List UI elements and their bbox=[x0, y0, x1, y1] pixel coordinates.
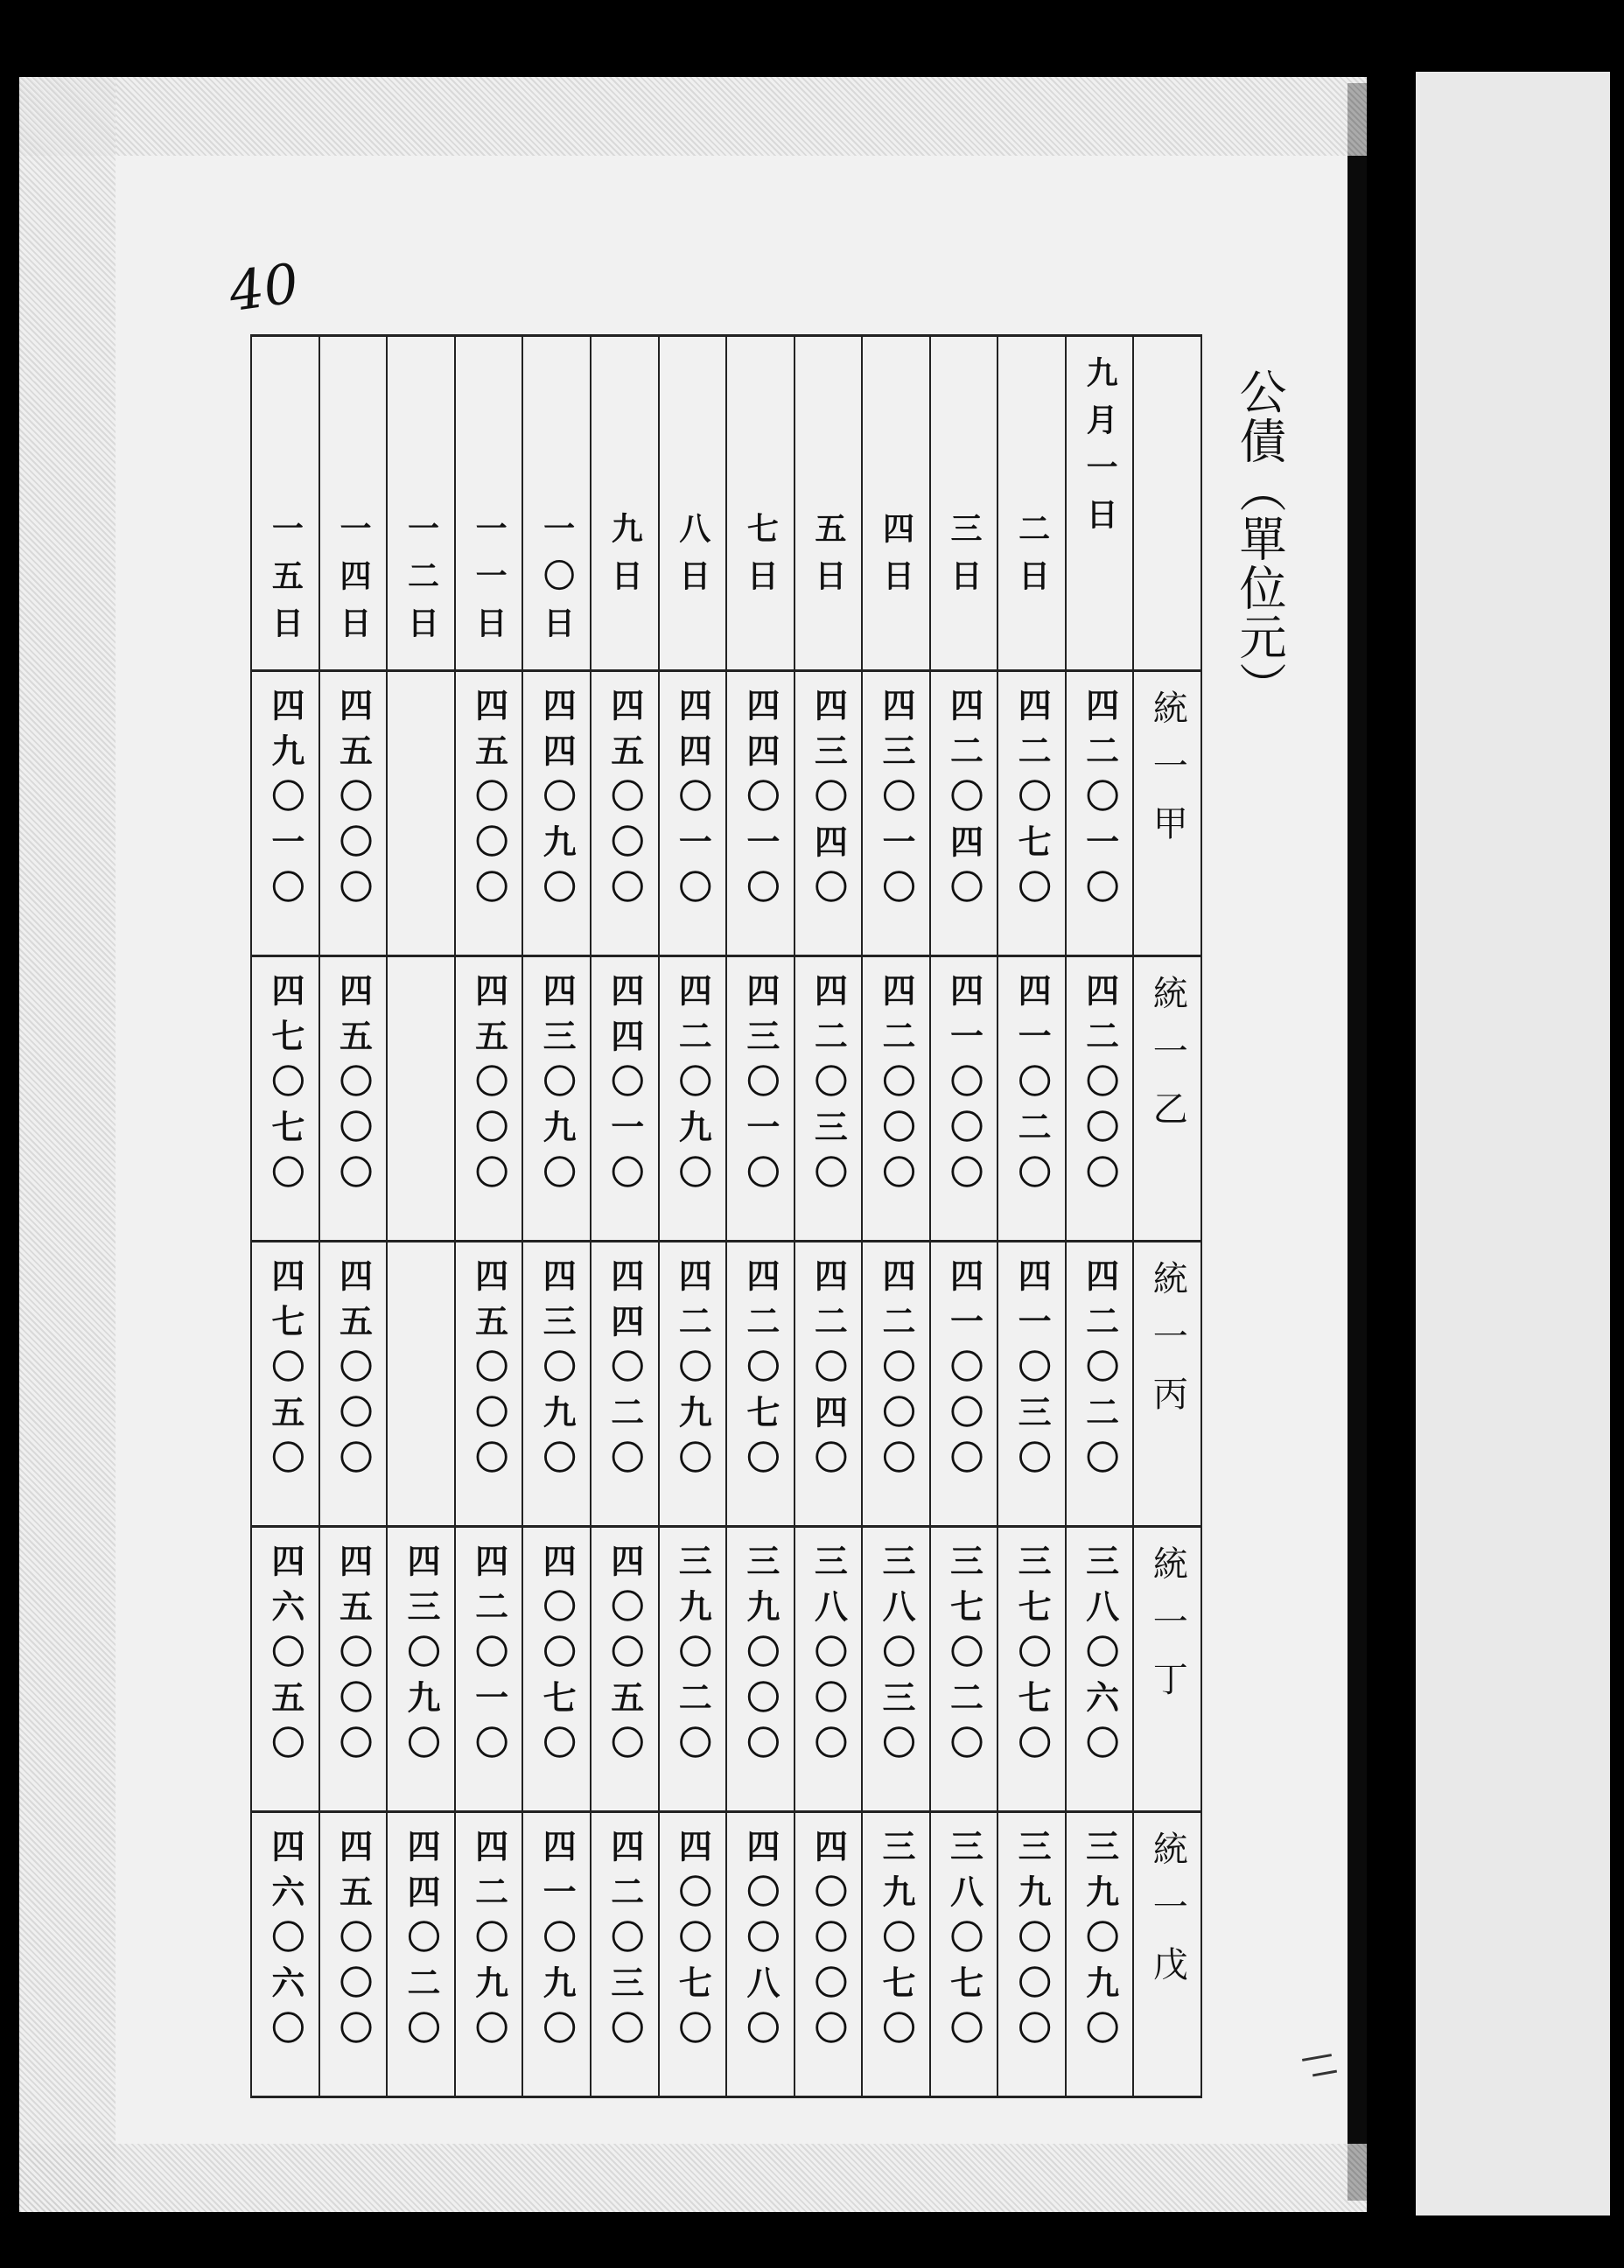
price-value: 四二〇〇〇 bbox=[1080, 972, 1119, 1200]
corner-cell bbox=[1133, 336, 1201, 671]
price-value: 四二〇〇〇 bbox=[876, 972, 915, 1200]
price-value: 四二〇七〇 bbox=[1012, 687, 1052, 915]
series-label-cell bbox=[1133, 670, 1201, 956]
price-value: 三九〇七〇 bbox=[876, 1828, 915, 2056]
series-label: 統一丙 bbox=[1147, 1259, 1188, 1433]
date-label: 四日 bbox=[878, 512, 914, 606]
price-cell bbox=[862, 1241, 930, 1526]
bond-price-table bbox=[250, 334, 1202, 2098]
price-cell bbox=[930, 956, 998, 1241]
date-header-cell bbox=[862, 336, 930, 671]
price-cell bbox=[387, 1241, 455, 1526]
price-value: 四二〇二〇 bbox=[1080, 1257, 1119, 1486]
price-cell bbox=[794, 670, 863, 956]
price-cell bbox=[930, 1526, 998, 1811]
price-cell bbox=[726, 1811, 794, 2096]
price-value: 四一〇二〇 bbox=[1012, 972, 1052, 1200]
price-cell bbox=[251, 1811, 319, 2096]
page-title: 公債（單位元） bbox=[1232, 368, 1287, 710]
scan-noise-top bbox=[19, 77, 1367, 156]
price-cell bbox=[930, 1241, 998, 1526]
price-cell bbox=[251, 956, 319, 1241]
price-cell bbox=[591, 1811, 659, 2096]
date-label: 九日 bbox=[606, 512, 643, 606]
price-value: 四五〇〇〇 bbox=[333, 972, 373, 1200]
price-cell bbox=[455, 956, 523, 1241]
price-cell bbox=[794, 1811, 863, 2096]
price-cell bbox=[251, 670, 319, 956]
date-label: 三日 bbox=[946, 512, 983, 606]
price-cell bbox=[998, 1241, 1066, 1526]
book-spine bbox=[1348, 83, 1367, 2201]
price-cell bbox=[1066, 956, 1134, 1241]
price-value: 四〇〇〇〇 bbox=[808, 1828, 848, 2056]
price-cell bbox=[455, 1241, 523, 1526]
price-value: 三九〇二〇 bbox=[673, 1543, 712, 1771]
price-value: 四三〇一〇 bbox=[876, 687, 915, 915]
price-value: 四四〇二〇 bbox=[402, 1828, 441, 2056]
series-label-cell bbox=[1133, 1526, 1201, 1811]
price-cell bbox=[930, 670, 998, 956]
price-cell bbox=[930, 1811, 998, 2096]
price-value: 四一〇〇〇 bbox=[944, 1257, 984, 1486]
price-value: 四四〇二〇 bbox=[605, 1257, 644, 1486]
price-cell bbox=[659, 1526, 727, 1811]
price-cell bbox=[726, 1526, 794, 1811]
price-cell bbox=[1066, 670, 1134, 956]
price-cell bbox=[659, 956, 727, 1241]
price-value: 四一〇〇〇 bbox=[944, 972, 984, 1200]
price-value: 三八〇六〇 bbox=[1080, 1543, 1119, 1771]
price-value: 四五〇〇〇 bbox=[469, 687, 508, 915]
date-header-cell bbox=[319, 336, 388, 671]
series-label-cell bbox=[1133, 1811, 1201, 2096]
price-cell bbox=[862, 956, 930, 1241]
price-value: 四三〇九〇 bbox=[537, 1257, 577, 1486]
price-cell bbox=[862, 670, 930, 956]
date-header-cell bbox=[251, 336, 319, 671]
price-value: 四五〇〇〇 bbox=[333, 1828, 373, 2056]
price-cell bbox=[591, 1241, 659, 1526]
price-cell bbox=[659, 1811, 727, 2096]
price-value: 四一〇九〇 bbox=[537, 1828, 577, 2056]
date-header-cell bbox=[659, 336, 727, 671]
date-header-cell bbox=[387, 336, 455, 671]
price-cell bbox=[522, 1526, 591, 1811]
date-header-cell bbox=[522, 336, 591, 671]
series-label-cell bbox=[1133, 1241, 1201, 1526]
date-header-cell bbox=[1066, 336, 1134, 671]
price-cell bbox=[1066, 1526, 1134, 1811]
date-label: 一〇日 bbox=[538, 512, 575, 654]
price-value: 四四〇一〇 bbox=[673, 687, 712, 915]
price-value: 四〇〇八〇 bbox=[740, 1828, 780, 2056]
price-cell bbox=[726, 956, 794, 1241]
price-cell bbox=[387, 1811, 455, 2096]
price-cell bbox=[591, 670, 659, 956]
price-cell bbox=[319, 956, 388, 1241]
price-value: 三八〇三〇 bbox=[876, 1543, 915, 1771]
price-cell bbox=[251, 1241, 319, 1526]
price-cell bbox=[319, 670, 388, 956]
price-value: 四四〇一〇 bbox=[740, 687, 780, 915]
price-value: 四五〇〇〇 bbox=[333, 687, 373, 915]
price-value: 四四〇九〇 bbox=[537, 687, 577, 915]
price-value: 三七〇七〇 bbox=[1012, 1543, 1052, 1771]
price-cell bbox=[726, 1241, 794, 1526]
price-cell bbox=[319, 1811, 388, 2096]
price-value: 四四〇一〇 bbox=[605, 972, 644, 1200]
date-header-cell bbox=[726, 336, 794, 671]
scan-noise-bottom bbox=[19, 2144, 1367, 2212]
price-cell bbox=[862, 1526, 930, 1811]
price-value: 四二〇四〇 bbox=[944, 687, 984, 915]
price-cell bbox=[998, 1811, 1066, 2096]
price-value: 四三〇九〇 bbox=[537, 972, 577, 1200]
price-value: 四二〇四〇 bbox=[808, 1257, 848, 1486]
series-label: 統一丁 bbox=[1147, 1544, 1188, 1718]
scan-noise-left bbox=[19, 77, 116, 2212]
table-row bbox=[251, 956, 1201, 1241]
price-value: 四二〇九〇 bbox=[673, 1257, 712, 1486]
price-value: 三九〇〇〇 bbox=[740, 1543, 780, 1771]
price-cell bbox=[522, 1241, 591, 1526]
price-value: 四二〇九〇 bbox=[469, 1828, 508, 2056]
price-value: 三九〇〇〇 bbox=[1012, 1828, 1052, 2056]
date-header-cell bbox=[930, 336, 998, 671]
price-cell bbox=[387, 1526, 455, 1811]
price-cell bbox=[862, 1811, 930, 2096]
price-value: 四五〇〇〇 bbox=[333, 1543, 373, 1771]
date-header-row bbox=[251, 336, 1201, 671]
date-label: 二日 bbox=[1013, 512, 1050, 606]
date-header-cell bbox=[794, 336, 863, 671]
date-label: 九月一日 bbox=[1082, 356, 1118, 545]
price-cell bbox=[522, 956, 591, 1241]
price-value: 四二〇九〇 bbox=[673, 972, 712, 1200]
price-value: 四二〇三〇 bbox=[605, 1828, 644, 2056]
price-value: 四九〇一〇 bbox=[265, 687, 304, 915]
series-label-cell bbox=[1133, 956, 1201, 1241]
price-cell bbox=[591, 1526, 659, 1811]
price-cell bbox=[319, 1526, 388, 1811]
price-cell bbox=[726, 670, 794, 956]
price-value: 四五〇〇〇 bbox=[469, 1257, 508, 1486]
table-row bbox=[251, 1811, 1201, 2096]
price-cell bbox=[387, 670, 455, 956]
price-value: 四七〇五〇 bbox=[265, 1257, 304, 1486]
price-value: 四二〇一〇 bbox=[469, 1543, 508, 1771]
series-label: 統一乙 bbox=[1147, 974, 1188, 1148]
series-label: 統一戊 bbox=[1147, 1830, 1188, 2004]
price-cell bbox=[455, 1811, 523, 2096]
price-value: 四五〇〇〇 bbox=[605, 687, 644, 915]
price-value: 四三〇四〇 bbox=[808, 687, 848, 915]
table-row bbox=[251, 1526, 1201, 1811]
price-cell bbox=[998, 956, 1066, 1241]
price-cell bbox=[1066, 1811, 1134, 2096]
date-label: 一一日 bbox=[471, 512, 508, 654]
price-cell bbox=[659, 1241, 727, 1526]
price-cell bbox=[591, 956, 659, 1241]
price-cell bbox=[455, 670, 523, 956]
price-value: 四二〇七〇 bbox=[740, 1257, 780, 1486]
price-cell bbox=[794, 1241, 863, 1526]
price-cell bbox=[1066, 1241, 1134, 1526]
price-cell bbox=[522, 670, 591, 956]
price-cell bbox=[794, 956, 863, 1241]
price-value: 四二〇〇〇 bbox=[876, 1257, 915, 1486]
price-value: 三八〇七〇 bbox=[944, 1828, 984, 2056]
date-label: 五日 bbox=[809, 512, 846, 606]
price-value: 四六〇五〇 bbox=[265, 1543, 304, 1771]
price-cell bbox=[522, 1811, 591, 2096]
price-cell bbox=[998, 1526, 1066, 1811]
price-value: 四一〇三〇 bbox=[1012, 1257, 1052, 1486]
price-value: 四〇〇五〇 bbox=[605, 1543, 644, 1771]
series-label: 統一甲 bbox=[1147, 689, 1188, 863]
price-cell bbox=[794, 1526, 863, 1811]
price-cell bbox=[659, 670, 727, 956]
table-row bbox=[251, 1241, 1201, 1526]
adjacent-page-edge bbox=[1416, 72, 1610, 2216]
price-cell bbox=[455, 1526, 523, 1811]
price-value: 四五〇〇〇 bbox=[333, 1257, 373, 1486]
price-value: 四六〇六〇 bbox=[265, 1828, 304, 2056]
date-label: 一二日 bbox=[402, 512, 439, 654]
date-label: 一四日 bbox=[334, 512, 371, 654]
price-value: 三九〇九〇 bbox=[1080, 1828, 1119, 2056]
price-cell bbox=[319, 1241, 388, 1526]
price-value: 三八〇〇〇 bbox=[808, 1543, 848, 1771]
price-value: 四〇〇七〇 bbox=[673, 1828, 712, 2056]
price-value: 四三〇九〇 bbox=[402, 1543, 441, 1771]
price-cell bbox=[998, 670, 1066, 956]
price-value: 四五〇〇〇 bbox=[469, 972, 508, 1200]
date-label: 一五日 bbox=[267, 512, 304, 654]
page-number: 40 bbox=[225, 250, 303, 325]
price-cell bbox=[387, 956, 455, 1241]
date-header-cell bbox=[998, 336, 1066, 671]
price-value: 四二〇一〇 bbox=[1080, 687, 1119, 915]
date-header-cell bbox=[455, 336, 523, 671]
date-header-cell bbox=[591, 336, 659, 671]
date-label: 七日 bbox=[742, 512, 779, 606]
price-value: 四七〇七〇 bbox=[265, 972, 304, 1200]
price-value: 四二〇三〇 bbox=[808, 972, 848, 1200]
date-label: 八日 bbox=[674, 512, 710, 606]
table-row bbox=[251, 670, 1201, 956]
price-value: 四〇〇七〇 bbox=[537, 1543, 577, 1771]
price-cell bbox=[251, 1526, 319, 1811]
price-value: 四三〇一〇 bbox=[740, 972, 780, 1200]
price-value: 三七〇二〇 bbox=[944, 1543, 984, 1771]
